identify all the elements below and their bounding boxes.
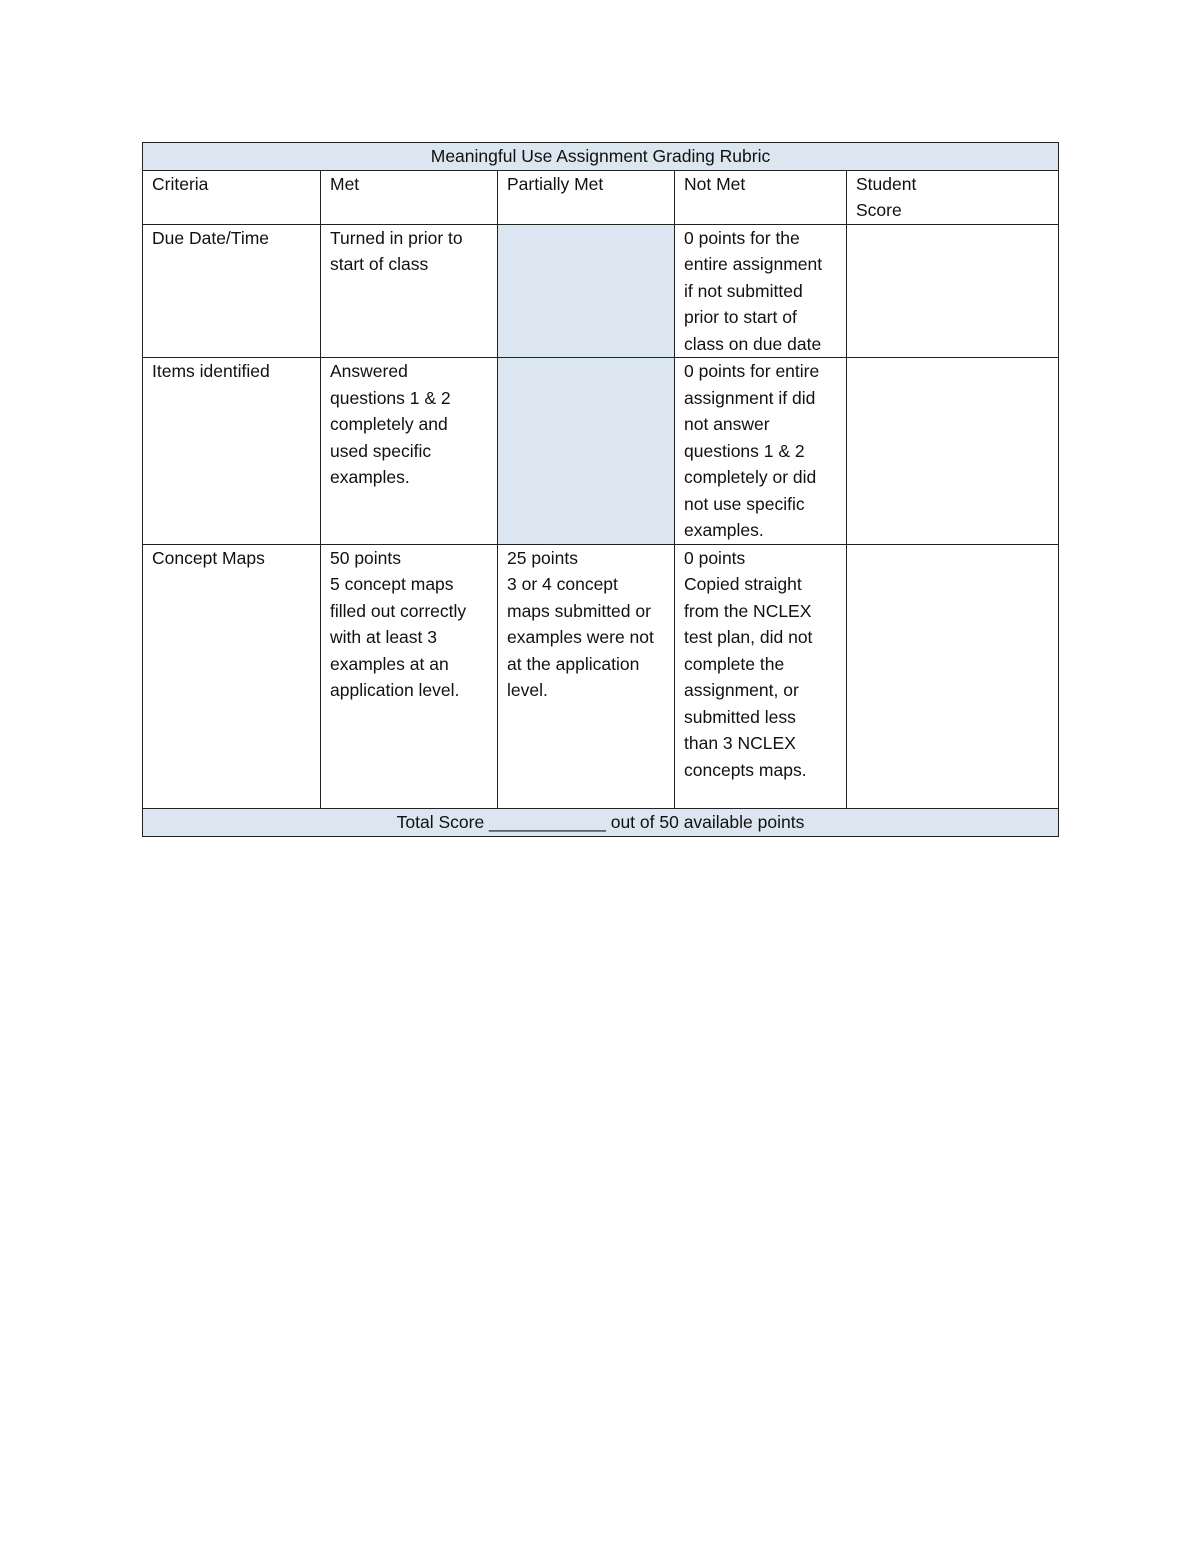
cell-line: examples. — [330, 467, 410, 487]
cell-line: from the NCLEX — [684, 600, 812, 621]
cell-line: level. — [507, 680, 548, 700]
cell-line: filled out correctly — [330, 600, 467, 621]
cell-line: not use specific — [684, 493, 805, 514]
cell-line: Copied straight — [684, 574, 802, 594]
table-row — [143, 544, 1059, 808]
criteria-cell: Due Date/Time — [143, 224, 321, 358]
cell-line: 3 or 4 concept — [507, 574, 618, 594]
cell-line: questions 1 & 2 — [330, 387, 451, 408]
cell-line: examples. — [684, 520, 764, 540]
cell-line: complete the — [684, 653, 785, 674]
cell-line: maps submitted or — [507, 600, 651, 621]
partially-met-cell — [498, 224, 675, 358]
criteria-cell: Concept Maps — [143, 544, 321, 808]
cell-line: not answer — [684, 414, 770, 434]
partially-met-cell — [498, 358, 675, 545]
cell-line: 5 concept maps — [330, 574, 454, 594]
cell-line: assignment, or — [684, 680, 799, 700]
rubric-title: Meaningful Use Assignment Grading Rubric — [143, 143, 1059, 171]
cell-line: questions 1 & 2 — [684, 440, 805, 461]
cell-line: submitted less — [684, 706, 796, 727]
partially-met-cell — [498, 544, 675, 808]
cell-line: if not submitted — [684, 280, 803, 301]
cell-line: assignment if did — [684, 387, 816, 408]
cell-line: class on due date — [684, 333, 822, 354]
cell-line: 25 points — [507, 547, 579, 568]
cell-line: start of class — [330, 254, 429, 274]
header-student-score — [847, 170, 1059, 224]
cell-line: 0 points for the — [684, 227, 800, 248]
student-score-cell[interactable] — [847, 224, 1059, 358]
header-criteria: Criteria — [143, 170, 321, 224]
header-row — [143, 170, 1059, 224]
criteria-cell: Items identified — [143, 358, 321, 545]
cell-line: than 3 NCLEX — [684, 733, 796, 753]
cell-line: used specific — [330, 440, 432, 461]
table-row — [143, 358, 1059, 545]
header-line: Score — [856, 200, 902, 220]
header-not-met: Not Met — [675, 170, 847, 224]
cell-line: entire assignment — [684, 254, 823, 274]
total-score-line: Total Score ____________ out of 50 available points — [143, 808, 1059, 836]
student-score-cell[interactable] — [847, 358, 1059, 545]
met-cell — [321, 224, 498, 358]
header-met: Met — [321, 170, 498, 224]
cell-line: examples at an — [330, 653, 449, 674]
cell-line: prior to start of — [684, 307, 797, 327]
grading-rubric-table — [142, 142, 1059, 837]
cell-line: completely or did — [684, 467, 817, 487]
met-cell — [321, 358, 498, 545]
header-line: Student — [856, 173, 917, 194]
cell-line: with at least 3 — [330, 627, 437, 647]
met-cell — [321, 544, 498, 808]
cell-line: Answered — [330, 361, 408, 381]
cell-line: test plan, did not — [684, 627, 813, 647]
cell-line: completely and — [330, 414, 448, 434]
cell-line: 0 points for entire — [684, 361, 820, 381]
table-row — [143, 224, 1059, 358]
student-score-cell[interactable] — [847, 544, 1059, 808]
not-met-cell — [675, 224, 847, 358]
cell-line: 0 points — [684, 547, 746, 568]
total-row — [143, 808, 1059, 836]
cell-line: at the application — [507, 653, 640, 674]
not-met-cell — [675, 358, 847, 545]
header-partially-met: Partially Met — [498, 170, 675, 224]
title-row — [143, 143, 1059, 171]
cell-line: application level. — [330, 680, 460, 700]
cell-line: examples were not — [507, 627, 654, 647]
cell-line: concepts maps. — [684, 759, 807, 780]
not-met-cell — [675, 544, 847, 808]
cell-line: Turned in prior to — [330, 227, 463, 248]
cell-line: 50 points — [330, 547, 402, 568]
